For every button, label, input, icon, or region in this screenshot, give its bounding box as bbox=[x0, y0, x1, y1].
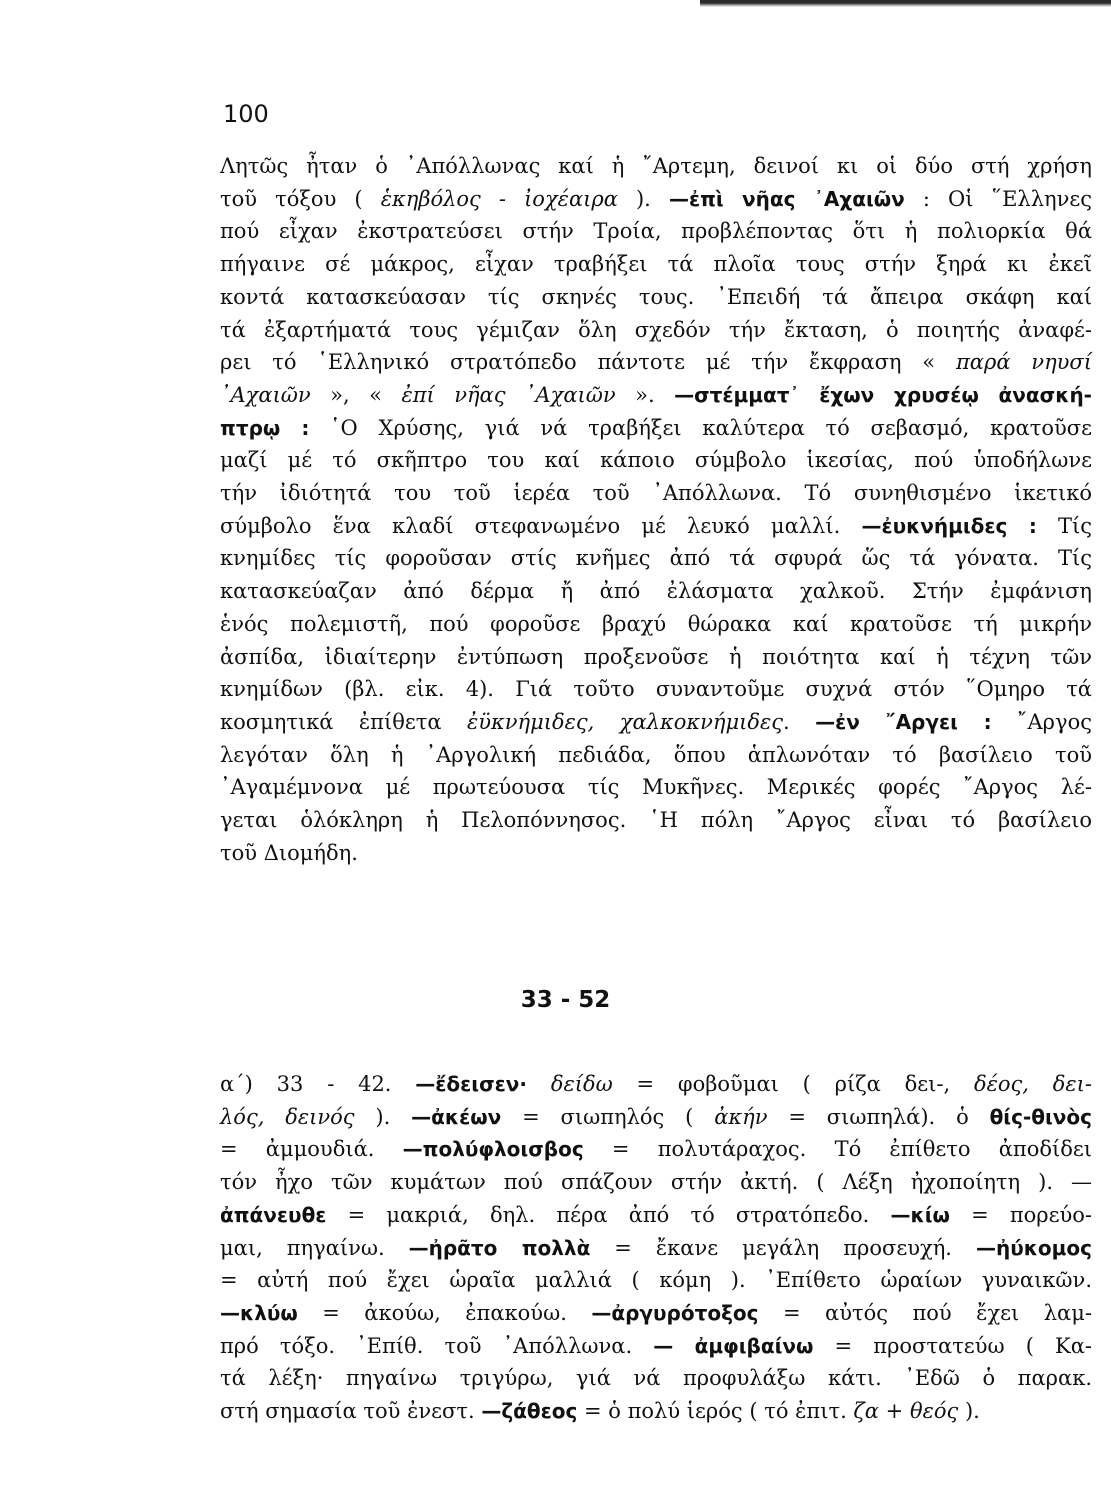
text-run: γεται ὁλόκληρη ἡ Πελοπόννησος. ῾Η πόλη ῎Αργος εἶναι τό βασίλειο bbox=[220, 808, 1092, 833]
text-run: ᾿Αγαμέμνονα μέ πρωτεύουσα τίς Μυκῆνες. Μερικές φορές ῎Αργος λέ- bbox=[220, 775, 1092, 800]
section-heading-text: 33 - 52 bbox=[520, 987, 611, 1013]
text-run: = ἀκούω, ἐπακούω. bbox=[297, 1300, 592, 1325]
text-line bbox=[220, 1395, 1092, 1428]
text-line bbox=[220, 412, 1092, 445]
text-line bbox=[220, 248, 1092, 281]
italic-text: ζα bbox=[853, 1399, 879, 1424]
text-line bbox=[220, 183, 1092, 216]
text-run: = πολυτάραχος. Τό ἐπίθετο ἀποδίδει bbox=[583, 1137, 1092, 1162]
italic-text: παρά νηυσί bbox=[955, 350, 1092, 375]
text-run bbox=[527, 1072, 551, 1096]
text-run: ). bbox=[617, 186, 669, 211]
text-line bbox=[220, 1101, 1092, 1134]
text-run: κοσμητικά ἐπίθετα bbox=[220, 709, 467, 734]
text-run: = αὐτή πού ἔχει ὡραῖα μαλλιά ( κόμη ). ᾿Επίθετο ὡραίων γυναικῶν. bbox=[220, 1268, 1092, 1293]
italic-text: ἀκήν bbox=[714, 1104, 768, 1129]
text-run: τόν ἦχο τῶν κυμάτων πού σπάζουν στήν ἀκτή. ( Λέξη ἠχοποίητη ). — bbox=[220, 1170, 1092, 1195]
text-run: ἑνός πολεμιστῆ, πού φοροῦσε βραχύ θώρακα καί κρατοῦσε τή μικρήν bbox=[220, 611, 1092, 636]
text-run: ). bbox=[354, 1104, 412, 1129]
text-run: στή σημασία τοῦ ἐνεστ. bbox=[220, 1399, 482, 1424]
lemma-term: —ἠύκομος bbox=[975, 1235, 1092, 1260]
text-line bbox=[220, 1362, 1092, 1395]
italic-text: θεός bbox=[909, 1399, 959, 1424]
text-line bbox=[220, 706, 1092, 739]
text-run: ἀσπίδα, ἰδιαίτερην ἐντύπωση προξενοῦσε ἡ ποιότητα καί ἡ τέχνη τῶν bbox=[220, 644, 1092, 669]
page-number: 100 bbox=[223, 100, 269, 128]
text-run: = προστατεύω ( Κα- bbox=[813, 1333, 1092, 1358]
text-run: πήγαινε σέ μάκρος, εἶχαν τραβήξει τά πλοῖα τους στήν ξηρά κι ἐκεῖ bbox=[220, 252, 1092, 277]
text-run: . bbox=[783, 709, 816, 734]
lemma-term: ἀπάνευθε bbox=[220, 1202, 327, 1227]
text-run: σύμβολο ἕνα κλαδί στεφανωμένο μέ λευκό μαλλί. bbox=[220, 513, 862, 538]
text-line bbox=[220, 1133, 1092, 1166]
lemma-term: —στέμματ᾿ ἔχων χρυσέῳ ἀνασκή- bbox=[674, 382, 1092, 407]
italic-text: ᾿Αχαιῶν bbox=[220, 382, 311, 407]
text-line bbox=[220, 641, 1092, 674]
lemma-term: —κίω bbox=[890, 1202, 950, 1227]
text-run: = ὁ πολύ ἱερός ( τό ἐπιτ. bbox=[577, 1399, 854, 1424]
text-line bbox=[220, 739, 1092, 772]
text-run: + bbox=[879, 1399, 910, 1424]
text-run: = σιωπηλός ( bbox=[501, 1104, 715, 1129]
text-line bbox=[220, 150, 1092, 183]
text-run: Λητῶς ἦταν ὁ ᾿Απόλλωνας καί ἡ ῎Αρτεμη, δεινοί κι οἱ δύο στή χρήση bbox=[220, 154, 1092, 178]
lemma-term: θίς-θινὸς bbox=[989, 1104, 1093, 1129]
text-line bbox=[220, 804, 1092, 837]
text-line bbox=[220, 1297, 1092, 1330]
text-line bbox=[220, 281, 1092, 314]
italic-text: ἐϋκνήμιδες, χαλκοκνήμιδες bbox=[466, 709, 784, 734]
text-run: λεγόταν ὅλη ἡ ᾿Αργολική πεδιάδα, ὅπου ἁπλωνόταν τό βασίλειο τοῦ bbox=[220, 742, 1092, 767]
text-line bbox=[220, 510, 1092, 543]
text-run: = αὐτός πού ἔχει λαμ- bbox=[758, 1300, 1092, 1325]
text-run: κατασκεύαζαν ἀπό δέρμα ἤ ἀπό ἐλάσματα χαλκοῦ. Στήν ἐμφάνιση bbox=[220, 579, 1092, 604]
text-line bbox=[220, 1199, 1092, 1232]
text-run: ρει τό ῾Ελληνικό στρατόπεδο πάντοτε μέ τήν ἔκφραση « bbox=[220, 350, 956, 375]
lemma-term: —ἐν ῎Αργει : bbox=[815, 709, 992, 734]
lemma-term: — ἀμφιβαίνω bbox=[653, 1333, 814, 1358]
lemma-term: —κλύω bbox=[220, 1300, 298, 1325]
text-run: ῎Αργος bbox=[991, 709, 1092, 734]
text-run: μαζί μέ τό σκῆπτρο του καί κάποιο σύμβολο ἱκεσίας, πού ὑποδήλωνε bbox=[220, 448, 1092, 473]
text-line bbox=[220, 771, 1092, 804]
italic-text: δέος, δει- bbox=[973, 1072, 1092, 1096]
commentary-paragraph-2 bbox=[220, 1068, 1092, 1428]
text-line bbox=[220, 379, 1092, 412]
lemma-term: —ἀργυρότοξος bbox=[591, 1300, 759, 1325]
lemma-term: —ἐπὶ νῆας ᾿Αχαιῶν bbox=[668, 186, 905, 211]
lemma-term: —ζάθεος bbox=[481, 1399, 578, 1424]
text-run: = μακριά, δηλ. πέρα ἀπό τό στρατόπεδο. bbox=[326, 1202, 891, 1227]
lemma-term: —πολύφλοισβος bbox=[402, 1137, 584, 1162]
text-run: τοῦ Διομήδη. bbox=[220, 840, 358, 865]
text-run: = πορεύο- bbox=[949, 1202, 1093, 1227]
text-run: α΄) 33 - 42. bbox=[220, 1072, 416, 1096]
text-run: τήν ἰδιότητά του τοῦ ἱερέα τοῦ ᾿Απόλλωνα. Τό συνηθισμένο ἱκετικό bbox=[220, 481, 1092, 506]
text-run: πού εἶχαν ἐκστρατεύσει στήν Τροία, προβλέποντας ὅτι ἡ πολιορκία θά bbox=[220, 219, 1092, 244]
text-line bbox=[220, 346, 1092, 379]
lemma-term: —ἠρᾶτο πολλὰ bbox=[408, 1235, 591, 1260]
text-run: = φοβοῦμαι ( ρίζα δει-, bbox=[612, 1072, 974, 1096]
text-line bbox=[220, 215, 1092, 248]
text-line bbox=[220, 1166, 1092, 1199]
commentary-paragraph-1 bbox=[220, 150, 1092, 869]
text-run: τά λέξη· πηγαίνω τριγύρω, γιά νά προφυλάξω κάτι. ᾿Εδῶ ὁ παρακ. bbox=[220, 1366, 1092, 1391]
text-run: = σιωπηλά). ὁ bbox=[767, 1104, 990, 1129]
text-run: τοῦ τόξου ( bbox=[220, 186, 381, 211]
text-line bbox=[220, 1264, 1092, 1297]
text-line bbox=[220, 444, 1092, 477]
scan-edge-shadow bbox=[700, 0, 1111, 7]
italic-text: δείδω bbox=[550, 1072, 613, 1096]
text-line bbox=[220, 673, 1092, 706]
text-line bbox=[220, 1232, 1092, 1265]
text-line bbox=[220, 477, 1092, 510]
italic-text: λός, δεινός bbox=[220, 1104, 355, 1129]
text-run: ». bbox=[615, 382, 675, 407]
text-run: κοντά κατασκεύασαν τίς σκηνές τους. ᾿Επειδή τά ἄπειρα σκάφη καί bbox=[220, 284, 1092, 309]
text-run: κνημίδες τίς φοροῦσαν στίς κνῆμες ἀπό τά σφυρά ὥς τά γόνατα. Τίς bbox=[220, 546, 1092, 571]
text-run: », « bbox=[310, 382, 402, 407]
lemma-term: —ἔδεισεν· bbox=[415, 1072, 528, 1096]
text-run: = ἔκανε μεγάλη προσευχή. bbox=[590, 1235, 976, 1260]
lemma-term: —ἐυκνήμιδες : bbox=[861, 513, 1037, 538]
text-run: Τίς bbox=[1036, 513, 1092, 538]
text-run: μαι, πηγαίνω. bbox=[220, 1235, 409, 1260]
text-line bbox=[220, 837, 1092, 870]
text-run: κνημίδων (βλ. εἰκ. 4). Γιά τοῦτο συναντοῦμε συχνά στόν ῞Ομηρο τά bbox=[220, 677, 1092, 702]
text-run: ῾Ο Χρύσης, γιά νά τραβήξει καλύτερα τό σεβασμό, κρατοῦσε bbox=[309, 415, 1092, 440]
section-heading bbox=[0, 985, 1111, 1015]
text-run: πρό τόξο. ᾿Επίθ. τοῦ ᾿Απόλλωνα. bbox=[220, 1333, 654, 1358]
text-run: : Οἱ ῞Ελληνες bbox=[904, 186, 1093, 211]
text-line bbox=[220, 542, 1092, 575]
text-run: τά ἐξαρτήματά τους γέμιζαν ὅλη σχεδόν τήν ἔκταση, ὁ ποιητής ἀναφέ- bbox=[220, 317, 1092, 342]
text-run: = ἀμμουδιά. bbox=[220, 1137, 403, 1162]
text-line bbox=[220, 314, 1092, 347]
text-run: ). bbox=[958, 1399, 980, 1424]
lemma-term: πτρῳ : bbox=[220, 415, 310, 440]
italic-text: ἐπί νῆας ᾿Αχαιῶν bbox=[401, 382, 616, 407]
lemma-term: —ἀκέων bbox=[411, 1104, 502, 1129]
italic-text: ἑκηβόλος - ἰοχέαιρα bbox=[380, 186, 618, 211]
text-line bbox=[220, 608, 1092, 641]
text-line bbox=[220, 1068, 1092, 1101]
text-line bbox=[220, 1330, 1092, 1363]
text-line bbox=[220, 575, 1092, 608]
